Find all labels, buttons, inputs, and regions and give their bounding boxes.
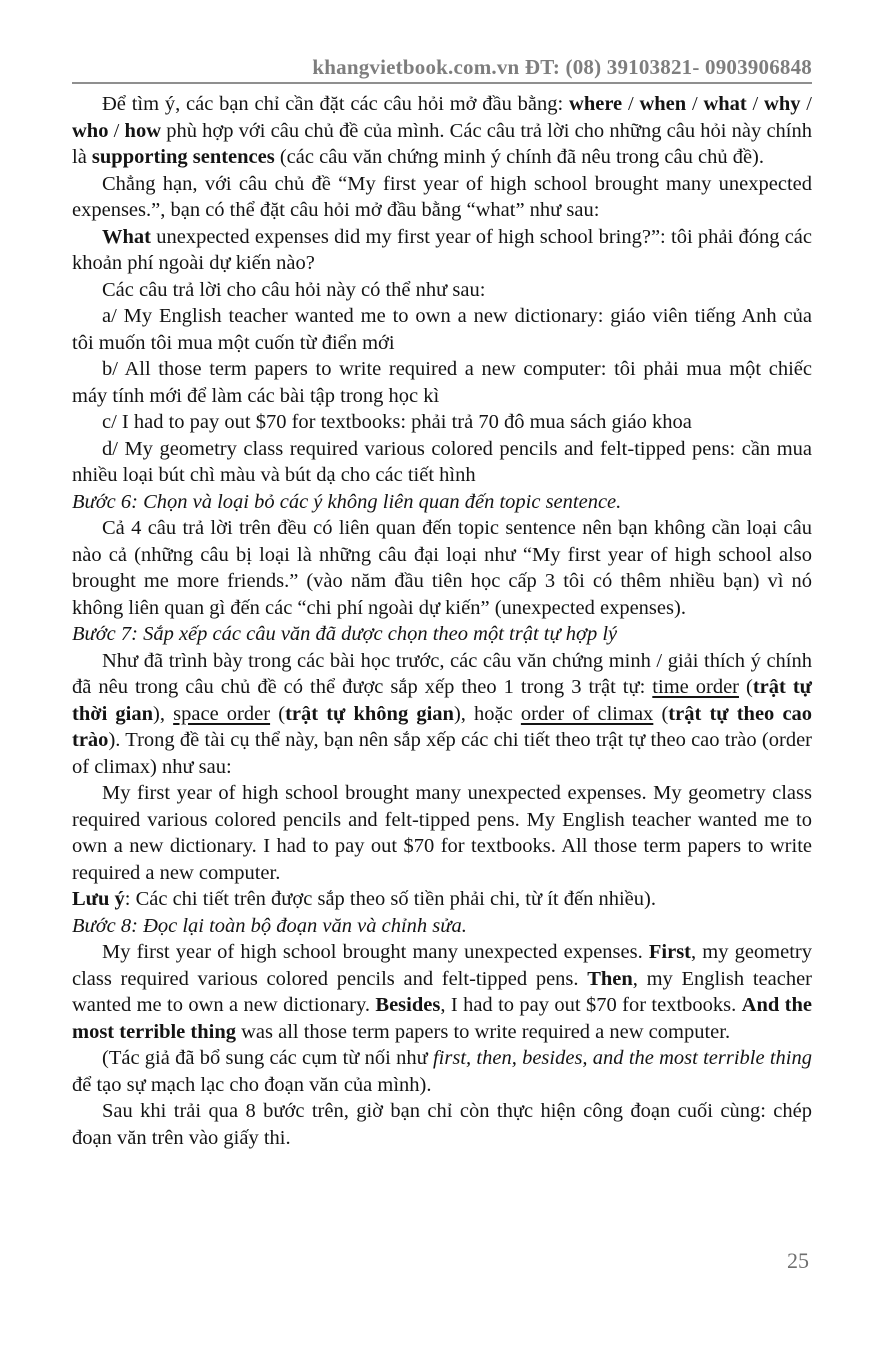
- paragraph: [72, 515, 812, 621]
- paragraph: [72, 1045, 812, 1098]
- text-segment: (: [653, 702, 669, 725]
- paragraph: [72, 621, 812, 648]
- paragraph: [72, 171, 812, 224]
- text-segment: /: [800, 93, 812, 115]
- text-segment: supporting sentences: [91, 146, 275, 168]
- text-segment: (: [739, 676, 753, 698]
- text-segment: Sau khi trải qua 8 bước trên, giờ bạn chỉ còn thực hiện công đoạn cuối cùng: chép đoạn văn trên vào giấy thi.: [72, 1100, 812, 1149]
- text-segment: , I had to pay out $70 for textbooks.: [440, 994, 742, 1016]
- text-segment: Để tìm ý, các bạn chỉ cần đặt các câu hỏi mở đầu bằng:: [102, 93, 570, 115]
- paragraph: [72, 648, 812, 781]
- text-segment: /: [686, 93, 704, 115]
- paragraph: [72, 1098, 812, 1151]
- text-segment: Bước 8: Đọc lại toàn bộ đoạn văn và chỉnh sửa.: [72, 914, 467, 937]
- text-segment: , my English teacher wanted me to own a new dictionary.: [72, 967, 812, 1016]
- text-segment: space order: [173, 702, 271, 725]
- paragraph: [72, 224, 812, 277]
- text-segment: time order: [652, 676, 739, 698]
- page-body: [72, 84, 812, 1151]
- paragraph: [72, 913, 812, 940]
- text-segment: Then: [587, 967, 633, 990]
- text-segment: how: [124, 119, 162, 142]
- text-segment: trật tự theo cao trào: [72, 702, 813, 751]
- paragraph: [72, 939, 812, 1045]
- text-segment: /: [746, 93, 765, 115]
- page-content: [72, 0, 812, 1151]
- text-segment: trật tự không gian: [285, 702, 454, 725]
- header-site-info: khangvietbook.com.vn ĐT: (08) 39103821- 0903906848: [312, 55, 812, 79]
- paragraph: [72, 356, 812, 409]
- paragraph: [72, 409, 812, 436]
- text-segment: a/ My English teacher wanted me to own a new dictionary: giáo viên tiếng Anh của tôi muốn tôi mua một cuốn từ điển mới: [72, 305, 812, 354]
- paragraph: [72, 436, 812, 489]
- text-segment: What: [102, 225, 151, 248]
- text-segment: Bước 6: Chọn và loại bỏ các ý không liên quan đến topic sentence.: [72, 490, 622, 513]
- text-segment: trật tự thời gian: [72, 676, 812, 725]
- text-segment: first, then, besides, and the most terrible thing: [432, 1047, 812, 1069]
- text-segment: /: [108, 119, 125, 142]
- text-segment: Các câu trả lời cho câu hỏi này có thể như sau:: [102, 278, 486, 301]
- page-number: 25: [787, 1248, 809, 1273]
- text-segment: , my geometry class required various colored pencils and felt-tipped pens.: [72, 941, 812, 990]
- text-segment: Chẳng hạn, với câu chủ đề “My first year of high school brought many unexpected expenses.”, bạn có thể đặt câu hỏi mở đầu bằng “what” như sau:: [72, 172, 812, 221]
- text-segment: ). Trong đề tài cụ thể này, bạn nên sắp xếp các chi tiết theo trật tự theo cao trào (order of climax) như sau:: [72, 729, 812, 778]
- paragraph: [72, 303, 812, 356]
- text-segment: Bước 7: Sắp xếp các câu văn đã dược chọn theo một trật tự hợp lý: [72, 623, 618, 645]
- text-segment: ),: [153, 702, 174, 725]
- text-segment: First: [648, 941, 691, 963]
- text-segment: when: [639, 93, 687, 115]
- text-segment: /: [622, 93, 640, 115]
- text-segment: order of climax: [520, 702, 654, 725]
- text-segment: what: [703, 93, 747, 115]
- text-segment: (: [270, 702, 286, 725]
- text-segment: Besides: [375, 994, 441, 1016]
- text-segment: Như đã trình bày trong các bài học trước, các câu văn chứng minh / giải thích ý chính đã nêu trong câu chủ đề có thể được sắp xếp theo 1 trong 3 trật tự:: [72, 649, 812, 698]
- paragraph: [72, 886, 812, 913]
- text-segment: c/ I had to pay out $70 for textbooks: phải trả 70 đô mua sách giáo khoa: [102, 411, 692, 433]
- text-segment: who: [72, 119, 109, 142]
- text-segment: d/ My geometry class required various colored pencils and felt-tipped pens: cần mua nhiều loại bút chì màu và bút dạ cho các tiết hình: [72, 437, 812, 486]
- text-segment: ), hoặc: [453, 702, 521, 725]
- text-segment: unexpected expenses did my first year of high school bring?”: tôi phải đóng các khoản phí ngoài dự kiến nào?: [72, 225, 812, 274]
- text-segment: why: [764, 93, 801, 115]
- text-segment: Lưu ý: [72, 888, 125, 910]
- paragraph: [72, 780, 812, 886]
- text-segment: where: [569, 93, 623, 115]
- paragraph: [72, 91, 812, 171]
- text-segment: was all those term papers to write required a new computer.: [235, 1020, 731, 1043]
- text-segment: b/ All those term papers to write required a new computer: tôi phải mua một chiếc máy tính mới để làm các bài tập trong học kì: [72, 358, 812, 407]
- text-segment: (các câu văn chứng minh ý chính đã nêu trong câu chủ đề).: [274, 146, 764, 168]
- paragraph: [72, 277, 812, 304]
- text-segment: phù hợp với câu chủ đề của mình. Các câu trả lời cho những câu hỏi này chính là: [72, 119, 813, 168]
- text-segment: My first year of high school brought many unexpected expenses.: [102, 941, 649, 963]
- text-segment: And the most terrible thing: [72, 994, 812, 1043]
- paragraph: [72, 489, 812, 516]
- text-segment: My first year of high school brought many unexpected expenses. My geometry class required various colored pencils and felt-tipped pens. My English teacher wanted me to own a new dictionary. I had to pay out $70 for textbooks. All those term papers to write required a new computer.: [72, 782, 812, 884]
- text-segment: Cả 4 câu trả lời trên đều có liên quan đến topic sentence nên bạn không cần loại câu nào cả (những câu bị loại là những câu đại loại như “My first year of high school also brought me more friends.” (vào năm đầu tiên học cấp 3 tôi có thêm nhiều bạn) vì nó không liên quan gì đến các “chi phí ngoài dự kiến” (unexpected expenses).: [72, 517, 812, 619]
- text-segment: để tạo sự mạch lạc cho đoạn văn của mình).: [72, 1073, 432, 1096]
- text-segment: (Tác giả đã bổ sung các cụm từ nối như: [102, 1047, 433, 1069]
- text-segment: : Các chi tiết trên được sắp theo số tiền phải chi, từ ít đến nhiều).: [124, 888, 656, 910]
